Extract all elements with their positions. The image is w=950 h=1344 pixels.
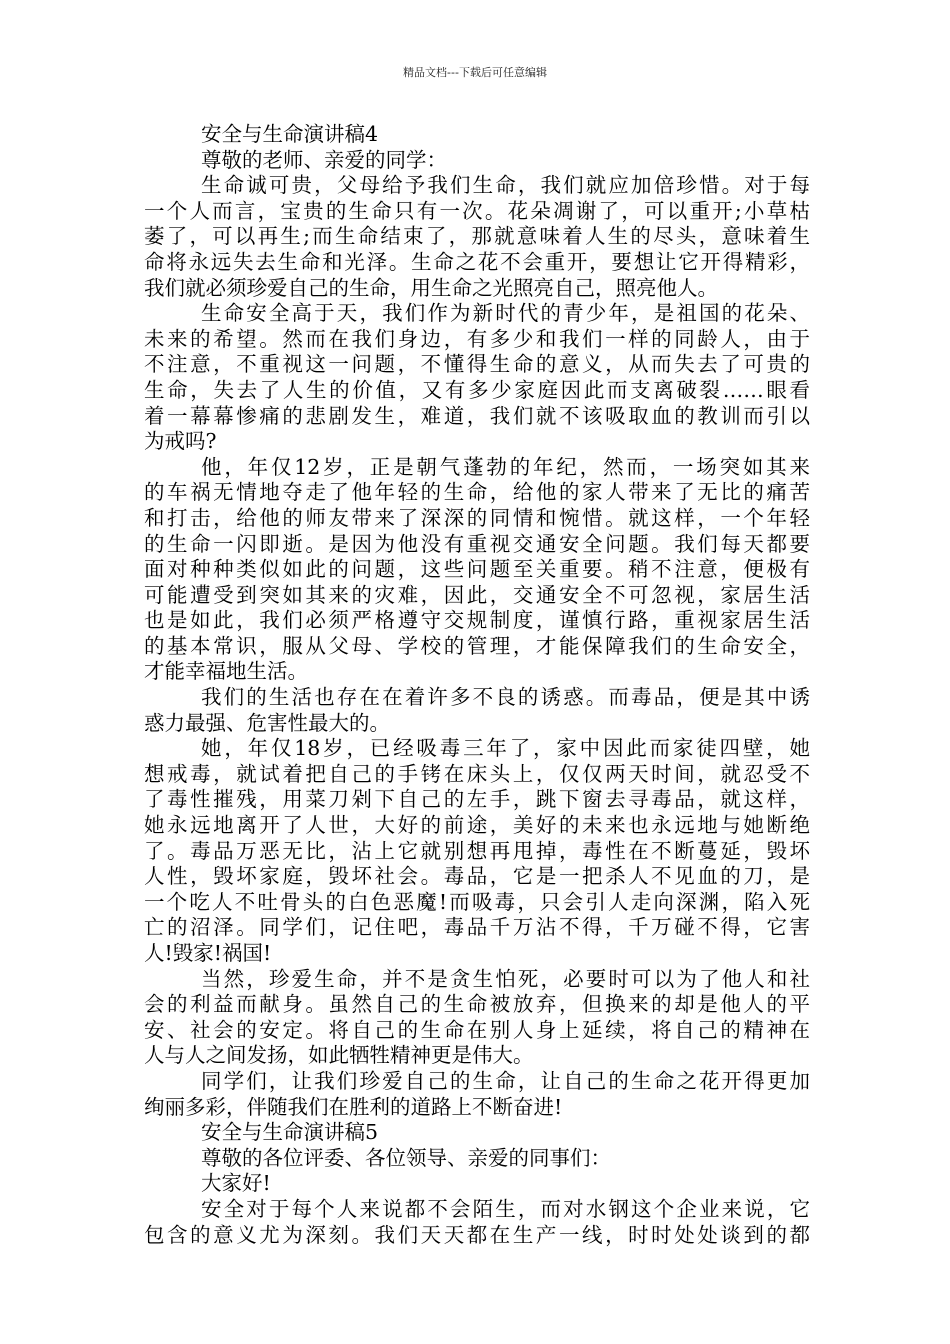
text-line: 命将永远失去生命和光泽。生命之花不会重开，要想让它开得精彩， [144,249,810,274]
text-line: 她永远地离开了人世，大好的前途，美好的未来也永远地与她断绝 [144,813,810,838]
text-line: 安全与生命演讲稿4 [201,122,379,146]
text-line: 萎了，可以再生;而生命结束了，那就意味着人生的尽头，意味着生 [144,224,810,249]
text-line: 包含的意义尤为深刻。我们天天都在生产一线，时时处处谈到的都 [144,1222,810,1247]
text-line: 也是如此，我们必须严格遵守交规制度，谨慎行路，重视家居生活 [144,608,810,633]
text-line: 我们就必须珍爱自己的生命，用生命之光照亮自己，照亮他人。 [144,275,718,300]
text-line: 和打击，给他的师友带来了深深的同情和惋惜。就这样，一个年轻 [144,505,810,530]
text-line: 他，年仅12岁，正是朝气蓬勃的年纪，然而，一场突如其来 [201,454,810,479]
text-line: 惑力最强、危害性最大的。 [144,710,390,735]
text-line: 不注意，不重视这一问题，不懂得生命的意义，从而失去了可贵的 [144,352,810,377]
text-line: 大家好! [201,1171,271,1196]
text-line: 的车祸无情地夺走了他年轻的生命，给他的家人带来了无比的痛苦 [144,480,810,505]
text-line: 生命安全高于天，我们作为新时代的青少年，是祖国的花朵、 [201,301,810,326]
text-line: 可能遭受到突如其来的灾难，因此，交通安全不可忽视，家居生活 [144,582,810,607]
text-line: 生命，失去了人生的价值，又有多少家庭因此而支离破裂……眼看 [144,377,810,402]
text-line: 一个吃人不吐骨头的白色恶魔!而吸毒，只会引人走向深渊，陷入死 [144,889,810,914]
text-line: 尊敬的各位评委、各位领导、亲爱的同事们： [201,1145,611,1170]
document-body [144,122,810,1248]
text-line: 同学们，让我们珍爱自己的生命，让自己的生命之花开得更加 [201,1068,810,1093]
text-line: 绚丽多彩，伴随我们在胜利的道路上不断奋进! [144,1094,563,1119]
text-line: 未来的希望。然而在我们身边，有多少和我们一样的同龄人，由于 [144,326,810,351]
text-line: 生命诚可贵，父母给予我们生命，我们就应加倍珍惜。对于每 [201,173,810,198]
text-line: 会的利益而献身。虽然自己的生命被放弃，但换来的却是他人的平 [144,992,810,1017]
text-line: 人!毁家!祸国! [144,941,272,965]
text-line: 人与人之间发扬，如此牺牲精神更是伟大。 [144,1043,534,1068]
text-line: 人性，毁坏家庭，毁坏社会。毒品，它是一把杀人不见血的刀，是 [144,864,810,889]
text-line: 一个人而言，宝贵的生命只有一次。花朵凋谢了，可以重开;小草枯 [144,198,810,223]
text-line: 安、社会的安定。将自己的生命在别人身上延续，将自己的精神在 [144,1017,810,1042]
text-line: 想戒毒，就试着把自己的手铐在床头上，仅仅两天时间，就忍受不 [144,761,810,786]
text-line: 的生命一闪即逝。是因为他没有重视交通安全问题。我们每天都要 [144,531,810,556]
text-line: 了。毒品万恶无比，沾上它就别想再甩掉，毒性在不断蔓延，毁坏 [144,838,810,863]
text-line: 她，年仅18岁，已经吸毒三年了，家中因此而家徒四壁，她 [201,736,810,761]
text-line: 尊敬的老师、亲爱的同学： [201,147,447,172]
text-line: 我们的生活也存在在着许多不良的诱惑。而毒品，便是其中诱 [201,685,810,710]
text-line: 当然，珍爱生命，并不是贪生怕死，必要时可以为了他人和社 [201,966,810,991]
text-line: 才能幸福地生活。 [144,659,308,684]
text-line: 亡的沼泽。同学们，记住吧，毒品千万沾不得，千万碰不得，它害 [144,915,810,940]
page-header: 精品文档---下载后可任意编辑 [403,66,547,79]
text-line: 为戒吗? [144,429,217,454]
text-line: 安全对于每个人来说都不会陌生，而对水钢这个企业来说，它 [201,1196,810,1221]
text-line: 面对种种类似如此的问题，这些问题至关重要。稍不注意，便极有 [144,557,810,582]
text-line: 安全与生命演讲稿5 [201,1120,379,1145]
text-line: 的基本常识，服从父母、学校的管理，才能保障我们的生命安全， [144,633,810,658]
text-line: 了毒性摧残，用菜刀剁下自己的左手，跳下窗去寻毒品，就这样， [144,787,810,812]
text-line: 着一幕幕惨痛的悲剧发生，难道，我们就不该吸取血的教训而引以 [144,403,810,428]
